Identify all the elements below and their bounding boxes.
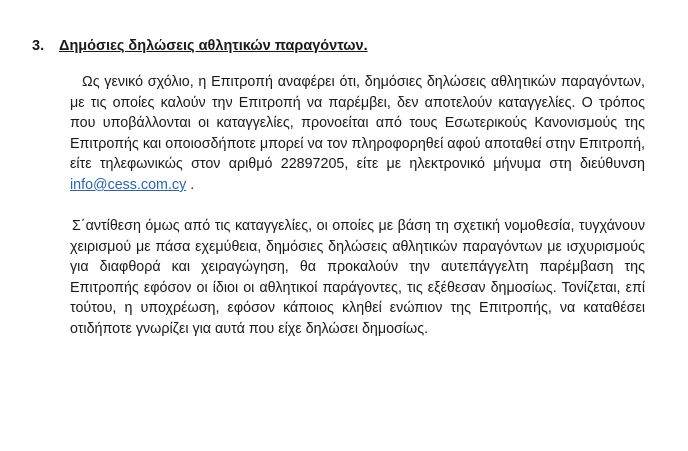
- paragraph-general-comment: [70, 72, 645, 196]
- section-heading: [32, 38, 368, 54]
- paragraph-text: Σ΄αντίθεση όμως από τις καταγγελίες, οι οποίες με βάση τη σχετική νομοθεσία, τυγχάνουν χειρισμού με πάσα εχεμύθεια, δημόσιες δηλώσεις αθλητικών παραγόντων με ισχυρισμούς για διαφθορά και χειραγώγηση, θα προκαλούν την αυτεπάγγελτη παρέμβαση της Επιτροπής εφόσον οι ίδιοι οι αθλητικοί παράγοντες, τις εξέθεσαν δημοσίως. Τονίζεται, επί τούτου, η υποχρέωση, εφόσον κάποιος κληθεί ενώπιον της Επιτροπής, να καταθέσει οτιδήποτε γνωρίζει για αυτά που είχε δηλώσει δημοσίως.: [70, 218, 645, 337]
- paragraph-public-statements: [70, 216, 645, 340]
- section-title: Δημόσιες δηλώσεις αθλητικών παραγόντων.: [59, 38, 368, 54]
- section-number: 3.: [32, 38, 45, 54]
- paragraph-text-end: .: [186, 176, 195, 193]
- email-link[interactable]: info@cess.com.cy: [70, 176, 187, 193]
- paragraph-text: Ως γενικό σχόλιο, η Επιτροπή αναφέρει ότι, δημόσιες δηλώσεις αθλητικών παραγόντων, με τις οποίες καλούν την Επιτροπή να παρέμβει, δεν αποτελούν καταγγελίες. Ο τρόπος που υποβάλλονται οι καταγγελίες, προνοείται από τους Εσωτερικούς Κανονισμούς της Επιτροπής και οποιοσδήποτε μπορεί να τον πληροφορηθεί αφού αποταθεί στην Επιτροπή, είτε τηλεφωνικώς στον αριθμό 22897205, είτε με ηλεκτρονικό μήνυμα στη διεύθυνση: [70, 74, 645, 173]
